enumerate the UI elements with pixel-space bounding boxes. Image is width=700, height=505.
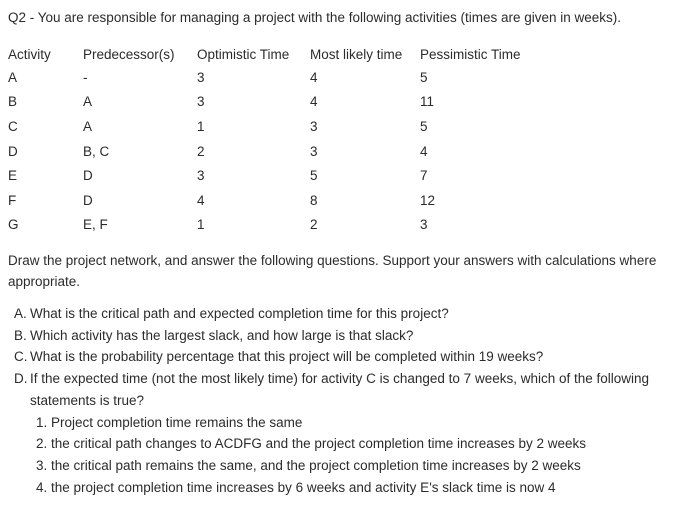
cell-activity: E <box>8 168 18 184</box>
question-continuation: statements is true? <box>30 392 145 408</box>
table-row <box>8 188 530 213</box>
answer-option: 3. the critical path remains the same, and the project completion time increases by 2 weeks <box>36 457 581 473</box>
activity-table <box>8 43 530 237</box>
cell-optimistic: 4 <box>197 192 205 208</box>
cell-activity: G <box>8 217 19 233</box>
cell-pessimistic: 5 <box>420 118 428 134</box>
question-marker: C. <box>14 349 28 365</box>
question-text: What is the probability percentage that this project will be completed within 19 weeks? <box>30 349 544 365</box>
table-row <box>8 65 530 90</box>
cell-predecessors: - <box>83 69 88 85</box>
question-item <box>14 346 694 368</box>
cell-most-likely: 8 <box>310 192 318 208</box>
table-row <box>8 90 530 115</box>
instructions-paragraph: Draw the project network, and answer the following questions. Support your answers with calculations where appropriate. <box>8 253 657 289</box>
cell-most-likely: 4 <box>310 69 318 85</box>
question-list <box>14 303 694 498</box>
cell-most-likely: 3 <box>310 143 318 159</box>
cell-pessimistic: 12 <box>420 192 436 208</box>
answer-option: 4. the project completion time increases by 6 weeks and activity E's slack time is now 4 <box>36 479 556 495</box>
answer-option: 1. Project completion time remains the same <box>36 414 303 430</box>
cell-activity: B <box>8 94 18 110</box>
cell-activity: C <box>8 118 18 134</box>
cell-most-likely: 2 <box>310 217 318 233</box>
cell-most-likely: 3 <box>310 118 318 134</box>
table-header-row <box>8 43 530 65</box>
header-most-likely-time: Most likely time <box>310 46 403 62</box>
question-item <box>14 368 694 390</box>
question-item <box>14 325 694 347</box>
table-row <box>8 114 530 139</box>
question-text: What is the critical path and expected completion time for this project? <box>30 306 449 321</box>
cell-most-likely: 5 <box>310 168 318 184</box>
cell-optimistic: 3 <box>197 168 205 184</box>
question-marker: A. <box>14 306 27 321</box>
cell-optimistic: 3 <box>197 69 205 85</box>
question-title: Q2 - You are responsible for managing a project with the following activities (times are given in weeks). <box>8 10 622 25</box>
cell-pessimistic: 11 <box>420 94 435 110</box>
table-row <box>8 139 530 164</box>
header-pessimistic-time: Pessimistic Time <box>420 46 521 62</box>
question-item <box>14 303 694 325</box>
cell-pessimistic: 7 <box>420 168 428 184</box>
cell-predecessors: A <box>83 118 93 134</box>
cell-optimistic: 1 <box>197 118 205 134</box>
cell-pessimistic: 3 <box>420 217 428 233</box>
cell-predecessors: D <box>83 168 93 184</box>
cell-predecessors: E, F <box>83 217 108 233</box>
cell-predecessors: B, C <box>83 143 110 159</box>
table-row <box>8 163 530 188</box>
question-text: Which activity has the largest slack, and how large is that slack? <box>30 327 414 343</box>
question-marker: B. <box>14 327 27 343</box>
answer-options <box>14 412 694 499</box>
cell-predecessors: A <box>83 94 93 110</box>
cell-optimistic: 2 <box>197 143 205 159</box>
cell-optimistic: 3 <box>197 94 205 110</box>
table-row <box>8 213 530 238</box>
cell-optimistic: 1 <box>197 217 205 233</box>
header-activity: Activity <box>8 46 51 62</box>
answer-option: 2. the critical path changes to ACDFG and the project completion time increases by 2 weeks <box>36 436 587 452</box>
header-optimistic-time: Optimistic Time <box>197 46 290 62</box>
cell-activity: D <box>8 143 18 159</box>
cell-pessimistic: 4 <box>420 143 428 159</box>
question-marker: D. <box>14 371 28 387</box>
cell-activity: F <box>8 192 17 208</box>
header-predecessors: Predecessor(s) <box>83 46 175 62</box>
cell-pessimistic: 5 <box>420 69 428 85</box>
question-text: If the expected time (not the most likely time) for activity C is changed to 7 weeks, which of the following <box>30 371 650 387</box>
cell-most-likely: 4 <box>310 94 318 110</box>
cell-predecessors: D <box>83 192 93 208</box>
cell-activity: A <box>8 69 18 85</box>
